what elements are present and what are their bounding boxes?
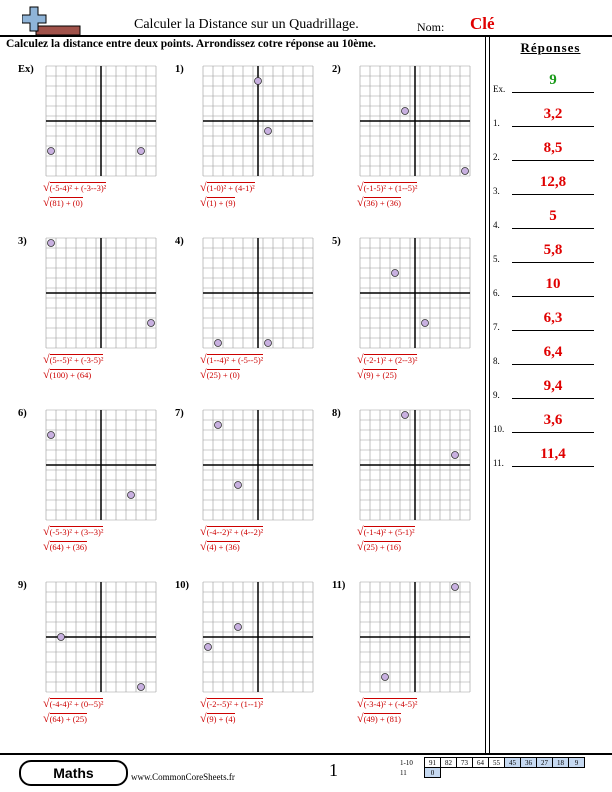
answer-number: 2. (493, 152, 500, 162)
plot-point (48, 432, 55, 439)
plot-point (235, 482, 242, 489)
distance-formula (200, 524, 263, 539)
formula-text: (64) + (36) (49, 542, 87, 552)
formula-text: (1--4)² + (-5--5)² (206, 355, 264, 365)
radical-icon: √ (43, 195, 50, 209)
answer-number: 5. (493, 254, 500, 264)
problem-label: 2) (332, 64, 341, 75)
distance-formula (357, 180, 417, 195)
distance-formula (200, 367, 240, 382)
page-number: 1 (329, 760, 338, 780)
formula-text: (81) + (0) (49, 198, 83, 208)
footer-url: www.CommonCoreSheets.fr (131, 772, 235, 782)
coordinate-grid (44, 408, 158, 522)
plot-point (58, 634, 65, 641)
answer-line (512, 160, 594, 161)
plot-point (382, 674, 389, 681)
distance-formula (357, 524, 415, 539)
distance-formula (200, 180, 255, 195)
coordinate-grid (201, 580, 315, 694)
plot-point (402, 412, 409, 419)
answer-value: 9 (549, 72, 557, 88)
formula-text: (36) + (36) (363, 198, 401, 208)
formula-text: (49) + (81) (363, 714, 401, 724)
score-cell: 82 (441, 758, 457, 768)
radical-icon: √ (357, 711, 364, 725)
plot-point (235, 624, 242, 631)
radical-icon: √ (43, 180, 50, 194)
answer-value: 6,4 (543, 344, 563, 360)
footer-divider (0, 753, 612, 755)
distance-formula (357, 711, 401, 726)
formula-text: (4) + (36) (206, 542, 240, 552)
radical-icon: √ (43, 696, 50, 710)
score-cell: 45 (505, 758, 521, 768)
plot-point (128, 492, 135, 499)
answer-line (512, 262, 594, 263)
coordinate-grid (44, 64, 158, 178)
formula-text: (-1-5)² + (1--5)² (363, 183, 418, 193)
problem-label: Ex) (18, 64, 34, 75)
radical-icon: √ (357, 180, 364, 194)
plot-point (422, 320, 429, 327)
problem-label: 6) (18, 408, 27, 419)
answer-line (512, 330, 594, 331)
coordinate-grid (201, 64, 315, 178)
score-table (398, 757, 585, 778)
radical-icon: √ (357, 539, 364, 553)
score-cell: 0 (425, 768, 441, 778)
answer-number: 7. (493, 322, 500, 332)
coordinate-grid (44, 580, 158, 694)
answer-value: 8,5 (543, 140, 563, 156)
distance-formula (43, 524, 103, 539)
coordinate-grid (201, 236, 315, 350)
radical-icon: √ (43, 352, 50, 366)
problem-label: 7) (175, 408, 184, 419)
plot-point (462, 168, 469, 175)
answer-number: 11. (493, 458, 504, 468)
distance-formula (200, 711, 235, 726)
distance-formula (357, 539, 401, 554)
score-row-label: 11 (400, 768, 407, 777)
answer-number: 1. (493, 118, 500, 128)
problem-label: 4) (175, 236, 184, 247)
formula-text: (-1-4)² + (5-1)² (363, 527, 415, 537)
answer-value: 10 (545, 276, 561, 292)
radical-icon: √ (357, 352, 364, 366)
radical-icon: √ (43, 524, 50, 538)
answer-value: 3,6 (543, 412, 563, 428)
radical-icon: √ (43, 711, 50, 725)
score-cell: 9 (569, 758, 585, 768)
radical-icon: √ (200, 352, 207, 366)
brand-badge: Maths (19, 760, 128, 786)
answer-number: 10. (493, 424, 505, 434)
answer-number: Ex. (493, 84, 506, 94)
answers-divider-2 (489, 36, 490, 753)
radical-icon: √ (43, 367, 50, 381)
coordinate-grid (358, 236, 472, 350)
radical-icon: √ (357, 367, 364, 381)
plot-point (215, 422, 222, 429)
answer-line (512, 296, 594, 297)
formula-text: (-3-4)² + (-4-5)² (363, 699, 418, 709)
answer-value: 9,4 (543, 378, 563, 394)
score-cell: 18 (553, 758, 569, 768)
plot-point (215, 340, 222, 347)
name-label: Nom: (417, 20, 445, 34)
logo (22, 6, 82, 36)
distance-formula (200, 195, 235, 210)
distance-formula (43, 352, 103, 367)
distance-formula (43, 195, 83, 210)
score-cell: 91 (425, 758, 441, 768)
radical-icon: √ (357, 195, 364, 209)
distance-formula (357, 367, 397, 382)
plot-point (452, 452, 459, 459)
plot-point (265, 128, 272, 135)
page-title: Calculer la Distance sur un Quadrillage. (134, 17, 359, 32)
instructions: Calculez la distance entre deux points. Arrondissez cotre réponse au 10ème. (6, 38, 376, 50)
distance-formula (43, 539, 87, 554)
answer-number: 6. (493, 288, 500, 298)
radical-icon: √ (357, 524, 364, 538)
formula-text: (-4--2)² + (4--2)² (206, 527, 264, 537)
plot-point (205, 644, 212, 651)
formula-text: (64) + (25) (49, 714, 87, 724)
formula-text: (9) + (4) (206, 714, 236, 724)
answer-line (512, 126, 594, 127)
answer-value: 11,4 (540, 446, 566, 462)
radical-icon: √ (200, 711, 207, 725)
plot-point (392, 270, 399, 277)
radical-icon: √ (357, 696, 364, 710)
coordinate-grid (358, 408, 472, 522)
plot-point (452, 584, 459, 591)
problem-label: 1) (175, 64, 184, 75)
problem-label: 3) (18, 236, 27, 247)
distance-formula (357, 195, 401, 210)
distance-formula (43, 180, 106, 195)
problem-label: 11) (332, 580, 346, 591)
formula-text: (100) + (64) (49, 370, 92, 380)
distance-formula (43, 696, 103, 711)
formula-text: (-2--5)² + (1--1)² (206, 699, 264, 709)
answer-number: 3. (493, 186, 500, 196)
answer-number: 4. (493, 220, 500, 230)
answer-line (512, 398, 594, 399)
name-value: Clé (470, 14, 495, 33)
problem-label: 5) (332, 236, 341, 247)
formula-text: (1) + (9) (206, 198, 236, 208)
formula-text: (1-0)² + (4-1)² (206, 183, 255, 193)
problem-label: 8) (332, 408, 341, 419)
plot-point (48, 240, 55, 247)
formula-text: (-4-4)² + (0--5)² (49, 699, 104, 709)
score-cell: 36 (521, 758, 537, 768)
plot-point (138, 684, 145, 691)
answer-line (512, 364, 594, 365)
answer-value: 5 (549, 208, 557, 224)
distance-formula (200, 352, 263, 367)
answer-value: 5,8 (543, 242, 563, 258)
answer-number: 9. (493, 390, 500, 400)
plot-point (138, 148, 145, 155)
answer-line (512, 228, 594, 229)
answers-title: Réponses (520, 40, 581, 55)
answer-value: 12,8 (539, 174, 567, 190)
radical-icon: √ (200, 195, 207, 209)
score-cell: 64 (473, 758, 489, 768)
coordinate-grid (358, 64, 472, 178)
coordinate-grid (44, 236, 158, 350)
radical-icon: √ (200, 524, 207, 538)
score-cell: 73 (457, 758, 473, 768)
plot-point (48, 148, 55, 155)
plot-point (265, 340, 272, 347)
answer-line (512, 466, 594, 467)
answer-line (512, 92, 594, 93)
score-cell: 55 (489, 758, 505, 768)
formula-text: (25) + (16) (363, 542, 401, 552)
plot-point (255, 78, 262, 85)
problem-label: 9) (18, 580, 27, 591)
answer-line (512, 194, 594, 195)
formula-text: (-2-1)² + (2--3)² (363, 355, 418, 365)
answer-line (512, 432, 594, 433)
score-cell: 27 (537, 758, 553, 768)
radical-icon: √ (200, 539, 207, 553)
answers-divider (485, 36, 486, 753)
formula-text: (25) + (0) (206, 370, 240, 380)
formula-text: (-5-4)² + (-3--3)² (49, 183, 107, 193)
radical-icon: √ (200, 180, 207, 194)
problem-label: 10) (175, 580, 189, 591)
radical-icon: √ (200, 696, 207, 710)
formula-text: (9) + (25) (363, 370, 397, 380)
answer-number: 8. (493, 356, 500, 366)
distance-formula (200, 539, 240, 554)
formula-text: (5--5)² + (-3-5)² (49, 355, 104, 365)
answer-value: 3,2 (543, 106, 563, 122)
distance-formula (357, 696, 417, 711)
radical-icon: √ (43, 539, 50, 553)
coordinate-grid (358, 580, 472, 694)
distance-formula (43, 367, 91, 382)
distance-formula (357, 352, 417, 367)
answer-value: 6,3 (543, 310, 563, 326)
plot-point (402, 108, 409, 115)
coordinate-grid (201, 408, 315, 522)
formula-text: (-5-3)² + (3--3)² (49, 527, 104, 537)
distance-formula (43, 711, 87, 726)
header-divider (0, 35, 612, 37)
score-row-label: 1-10 (400, 758, 413, 767)
distance-formula (200, 696, 263, 711)
radical-icon: √ (200, 367, 207, 381)
plot-point (148, 320, 155, 327)
